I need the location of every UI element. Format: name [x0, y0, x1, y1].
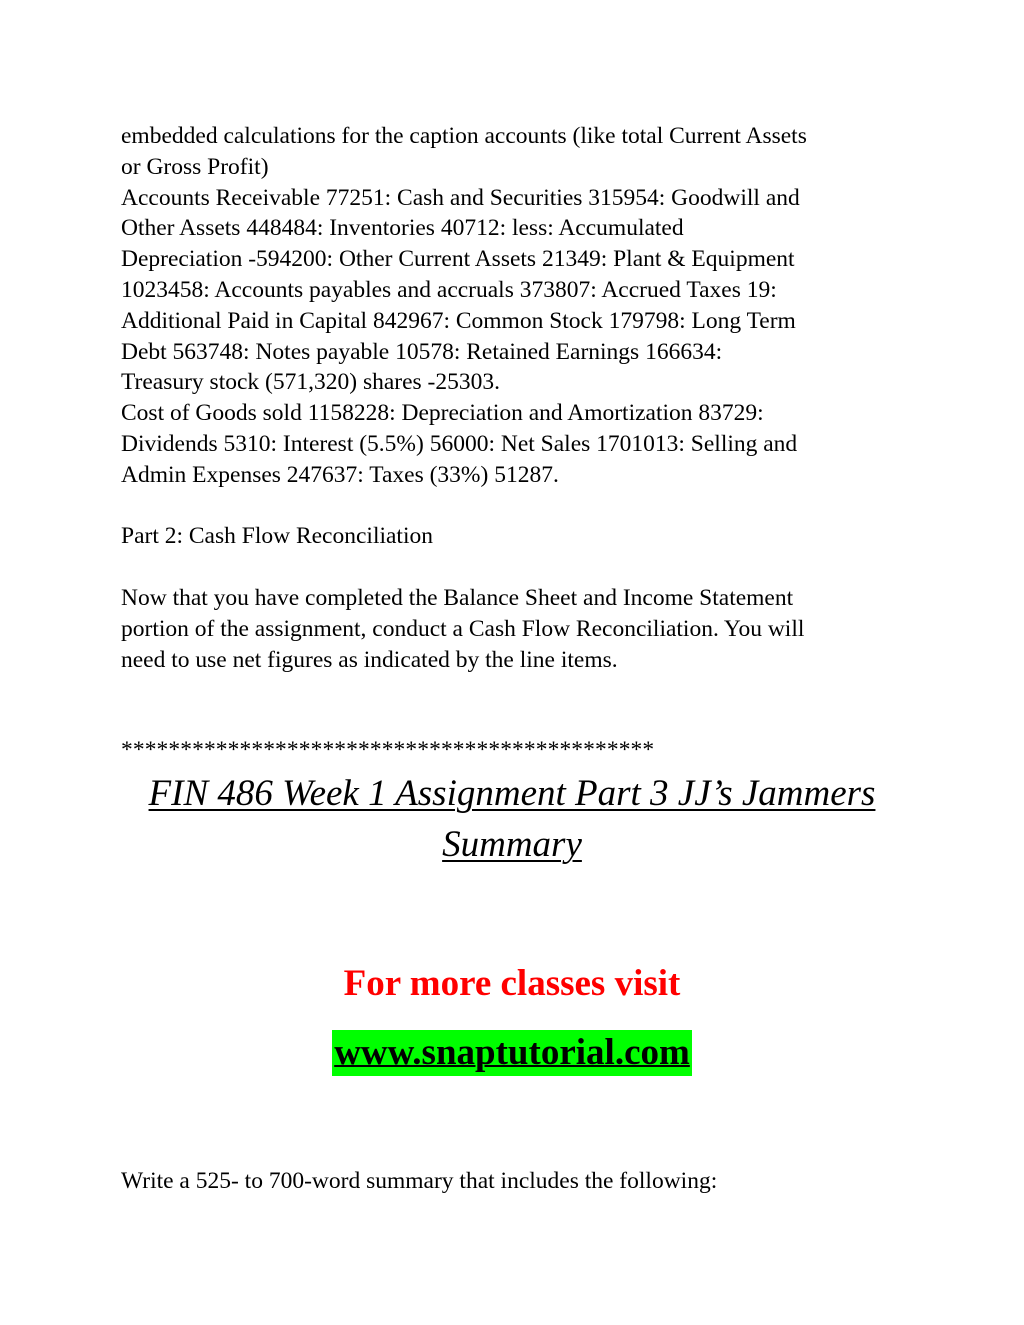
text-line: Dividends 5310: Interest (5.5%) 56000: Net Sales 1701013: Selling and — [121, 430, 798, 457]
text-line: Other Assets 448484: Inventories 40712: less: Accumulated — [121, 215, 684, 242]
part2-heading — [121, 521, 921, 552]
promo-heading: For more classes visit — [343, 963, 681, 1004]
summary-instruction — [121, 1166, 921, 1197]
assignment-title — [0, 768, 1024, 870]
separator-text: ********************************************* — [121, 737, 655, 763]
text-line: Treasury stock (571,320) shares -25303. — [121, 369, 500, 396]
text-line: need to use net figures as indicated by the line items. — [121, 646, 618, 673]
text-line: Debt 563748: Notes payable 10578: Retained Earnings 166634: — [121, 338, 723, 365]
part2-heading-text: Part 2: Cash Flow Reconciliation — [121, 523, 433, 549]
summary-instruction-text: Write a 525- to 700-word summary that includes the following: — [121, 1168, 718, 1194]
title-line: Summary — [442, 824, 582, 865]
text-line: Additional Paid in Capital 842967: Common Stock 179798: Long Term — [121, 307, 796, 334]
text-line: 1023458: Accounts payables and accruals 373807: Accrued Taxes 19: — [121, 276, 777, 303]
text-line: Depreciation -594200: Other Current Assets 21349: Plant & Equipment — [121, 246, 795, 273]
asterisk-separator — [121, 735, 921, 766]
text-line: Now that you have completed the Balance Sheet and Income Statement — [121, 585, 794, 611]
promo-link-container — [0, 1030, 1024, 1076]
snaptutorial-link[interactable]: www.snaptutorial.com — [332, 1030, 692, 1076]
cash-flow-instructions-paragraph — [121, 583, 921, 675]
text-line: Admin Expenses 247637: Taxes (33%) 51287. — [121, 461, 559, 488]
title-line: FIN 486 Week 1 Assignment Part 3 JJ’s Jammers — [148, 773, 876, 814]
balance-figures-paragraph — [121, 121, 921, 491]
text-line: or Gross Profit) — [121, 153, 269, 180]
text-line: Accounts Receivable 77251: Cash and Securities 315954: Goodwill and — [121, 184, 800, 211]
text-line: embedded calculations for the caption accounts (like total Current Assets — [121, 123, 807, 149]
text-line: Cost of Goods sold 1158228: Depreciation and Amortization 83729: — [121, 400, 764, 427]
text-line: portion of the assignment, conduct a Cash Flow Reconciliation. You will — [121, 615, 805, 642]
